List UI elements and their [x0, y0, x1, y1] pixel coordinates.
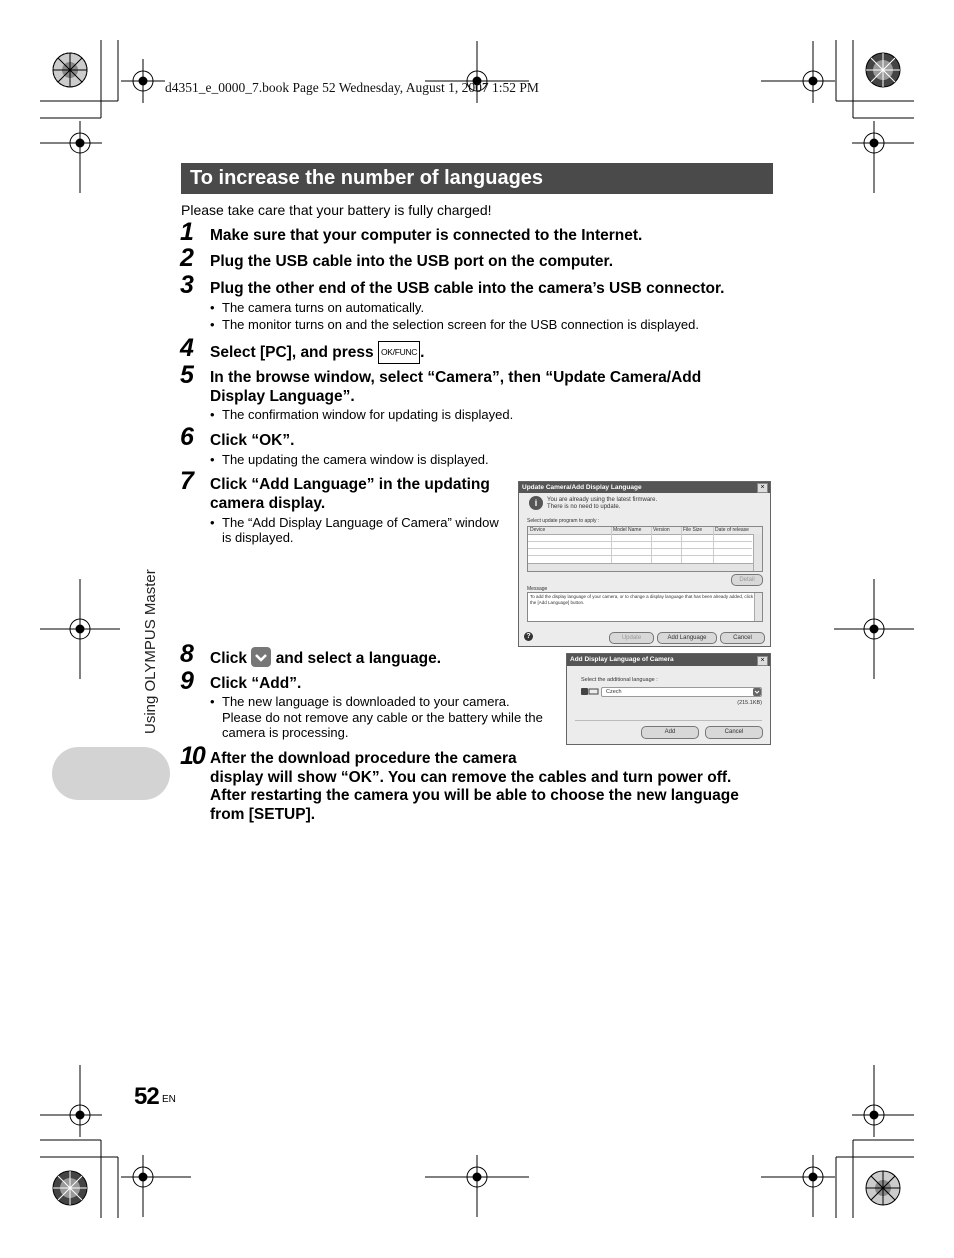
step-text-line: camera display.: [210, 495, 326, 512]
column-header: Version: [653, 527, 670, 533]
update-camera-window-screenshot: [518, 481, 771, 647]
bullet-text: The new language is downloaded to your camera.: [222, 694, 510, 709]
bullet-text: The confirmation window for updating is displayed.: [222, 407, 514, 422]
selected-language: Czech: [606, 689, 622, 695]
bullet-text: The updating the camera window is displayed.: [222, 452, 489, 467]
add-language-button: Add Language: [657, 632, 717, 644]
section-title: To increase the number of languages: [190, 167, 544, 189]
update-program-table: [527, 526, 763, 572]
window-title: Add Display Language of Camera: [567, 654, 770, 666]
column-header: Device: [530, 527, 546, 533]
step-number: 1: [180, 218, 194, 246]
intro-text: Please take care that your battery is fully charged!: [181, 202, 492, 218]
bullet-dot: •: [210, 515, 215, 530]
ok-func-button-icon: OK/FUNC: [378, 341, 420, 364]
step-number: 4: [180, 334, 194, 362]
chevron-down-icon: [753, 688, 761, 696]
step-text-line: In the browse window, select “Camera”, then “Update Camera/Add: [210, 369, 702, 386]
step-text-line: Display Language”.: [210, 388, 355, 405]
step-number: 3: [180, 271, 194, 299]
close-icon: ×: [757, 656, 768, 666]
chapter-side-label: Using OLYMPUS Master: [142, 569, 159, 734]
table-column-line: [681, 527, 682, 563]
horizontal-scrollbar: [528, 563, 753, 571]
detail-button: Detail: [731, 574, 763, 586]
step-text: Make sure that your computer is connected to the Internet.: [210, 227, 643, 244]
table-header: [528, 527, 762, 535]
step-number: 5: [180, 361, 194, 389]
vertical-scrollbar: [753, 534, 762, 571]
chapter-side-tab: [52, 747, 170, 800]
list-label: Select update program to apply :: [527, 518, 600, 524]
help-icon: ?: [524, 632, 533, 641]
table-row: [528, 541, 752, 542]
vertical-scrollbar: [754, 593, 762, 621]
info-line: You are already using the latest firmware.: [547, 497, 658, 503]
step-text: Plug the other end of the USB cable into the camera’s USB connector.: [210, 280, 725, 297]
select-label: Select the additional language :: [581, 677, 658, 683]
bullet-text: is displayed.: [222, 530, 294, 545]
step-number: 10: [180, 742, 204, 770]
cancel-button: Cancel: [705, 726, 763, 739]
step-text-after: .: [420, 344, 425, 361]
dropdown-arrow-icon: [251, 647, 271, 667]
info-icon: i: [529, 496, 543, 510]
bullet-dot: •: [210, 452, 215, 467]
table-column-line: [611, 527, 612, 563]
step-text-before: Click: [210, 650, 248, 667]
bullet-text: The camera turns on automatically.: [222, 300, 425, 315]
bullet-dot: •: [210, 407, 215, 422]
cancel-button: Cancel: [720, 632, 765, 644]
step-number: 9: [180, 667, 194, 695]
page-number: 52: [134, 1083, 159, 1110]
section-header-bar: [181, 163, 773, 194]
column-header: Date of release: [715, 527, 749, 533]
step-text-line: Click “Add Language” in the updating: [210, 476, 490, 493]
add-language-window-screenshot: [566, 653, 771, 745]
step-text: Click “OK”.: [210, 432, 295, 449]
language-select: [601, 687, 762, 697]
bullet-text: Please do not remove any cable or the battery while the: [222, 710, 543, 725]
table-column-line: [651, 527, 652, 563]
bullet-dot: •: [210, 317, 215, 332]
step-number: 7: [180, 467, 194, 495]
step-text-line: from [SETUP].: [210, 806, 316, 823]
step-number: 6: [180, 423, 194, 451]
column-header: File Size: [683, 527, 703, 533]
language-size: (215.1KB): [737, 700, 762, 706]
step-text: [210, 647, 441, 668]
camera-icon: [581, 688, 599, 695]
table-column-line: [713, 527, 714, 563]
message-box: [527, 592, 763, 622]
bullet-dot: •: [210, 300, 215, 315]
step-text-after: and select a language.: [275, 650, 442, 667]
step-text-line: After the download procedure the camera: [210, 750, 517, 767]
bullet-text: The monitor turns on and the selection screen for the USB connection is displayed.: [222, 317, 699, 332]
update-button: Update: [609, 632, 654, 644]
page-language-code: EN: [162, 1094, 176, 1105]
table-row: [528, 548, 752, 549]
step-text: Click “Add”.: [210, 675, 302, 692]
close-icon: ×: [757, 483, 768, 493]
message-line: the [Add Language] button.: [530, 600, 585, 605]
step-text-line: After restarting the camera you will be able to choose the new language: [210, 787, 739, 804]
bullet-text: camera is processing.: [222, 725, 349, 740]
window-title: Update Camera/Add Display Language: [519, 482, 770, 493]
step-text: Plug the USB cable into the USB port on the computer.: [210, 253, 614, 270]
print-header-line: d4351_e_0000_7.book Page 52 Wednesday, August 1, 2007 1:52 PM: [165, 80, 539, 95]
column-header: Model Name: [613, 527, 642, 533]
table-row: [528, 555, 752, 556]
add-button: Add: [641, 726, 699, 739]
bullet-dot: •: [210, 694, 215, 709]
step-text-line: display will show “OK”. You can remove the cables and turn power off.: [210, 769, 732, 786]
message-line: To add the display language of your camera, or to change a display language that has been already added, click: [530, 594, 754, 599]
info-line: There is no need to update.: [547, 504, 621, 510]
divider: [575, 720, 762, 721]
message-label: Message: [527, 586, 548, 592]
step-text: [210, 341, 424, 364]
step-number: 8: [180, 640, 194, 668]
bullet-text: The “Add Display Language of Camera” window: [222, 515, 499, 530]
step-number: 2: [180, 244, 194, 272]
step-text-before: Select [PC], and press: [210, 344, 374, 361]
